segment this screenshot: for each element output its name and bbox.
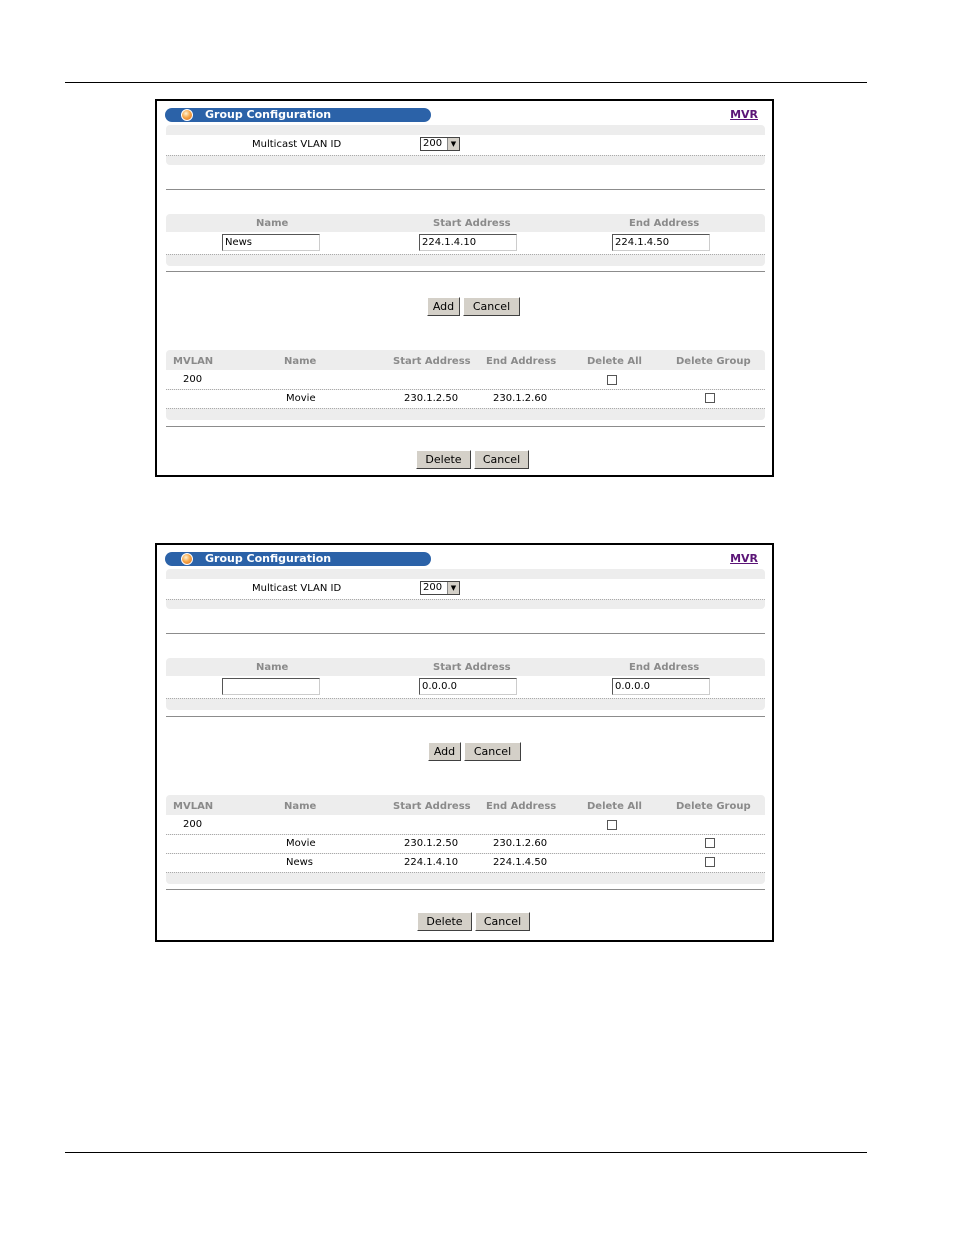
- col-header-delete-group: Delete Group: [676, 801, 751, 812]
- top-rule: [65, 82, 867, 83]
- add-group-form: [166, 658, 765, 710]
- cancel-button[interactable]: Cancel: [474, 450, 529, 469]
- mvlan-value: 200: [183, 819, 203, 830]
- vlan-section: [166, 569, 765, 609]
- separator: [166, 426, 765, 427]
- end-address-input[interactable]: 224.1.4.50: [612, 234, 710, 251]
- table-row: [166, 390, 765, 408]
- start-address-input[interactable]: 224.1.4.10: [419, 234, 517, 251]
- delete-group-checkbox[interactable]: [705, 857, 715, 867]
- table-row: [166, 854, 765, 872]
- col-header-name: Name: [284, 801, 317, 812]
- table-row: [166, 835, 765, 853]
- col-header-delete-all: Delete All: [587, 801, 642, 812]
- col-header-mvlan: MVLAN: [173, 801, 214, 812]
- delete-group-checkbox[interactable]: [705, 838, 715, 848]
- cancel-button[interactable]: Cancel: [463, 297, 520, 316]
- delete-group-checkbox[interactable]: [705, 393, 715, 403]
- col-header-delete-all: Delete All: [587, 356, 642, 367]
- form-header-start: Start Address: [433, 662, 511, 673]
- col-header-end: End Address: [486, 801, 557, 812]
- group-config-panel-2: [155, 543, 774, 942]
- panel-title: Group Configuration: [205, 552, 332, 565]
- cancel-button[interactable]: Cancel: [475, 912, 530, 931]
- delete-button[interactable]: Delete: [417, 912, 472, 931]
- row-start: 230.1.2.50: [404, 393, 459, 404]
- add-button[interactable]: Add: [428, 742, 461, 761]
- vlan-select[interactable]: 200 ▼: [420, 137, 460, 151]
- chevron-down-icon: ▼: [447, 138, 459, 150]
- mvlan-value: 200: [183, 374, 203, 385]
- form-header-name: Name: [256, 662, 289, 673]
- col-header-end: End Address: [486, 356, 557, 367]
- row-end: 230.1.2.60: [493, 393, 548, 404]
- name-input[interactable]: News: [222, 234, 320, 251]
- delete-all-checkbox[interactable]: [607, 375, 617, 385]
- mvr-link[interactable]: MVR: [730, 108, 758, 121]
- form-header-end: End Address: [629, 662, 700, 673]
- col-header-delete-group: Delete Group: [676, 356, 751, 367]
- delete-all-checkbox[interactable]: [607, 820, 617, 830]
- separator: [166, 716, 765, 717]
- row-name: News: [286, 857, 314, 868]
- separator: [166, 189, 765, 190]
- form-header-start: Start Address: [433, 218, 511, 229]
- chevron-down-icon: ▼: [447, 582, 459, 594]
- orb-icon: [181, 553, 193, 565]
- row-start: 230.1.2.50: [404, 838, 459, 849]
- group-table: [166, 795, 765, 884]
- group-table: [166, 350, 765, 420]
- delete-button[interactable]: Delete: [416, 450, 471, 469]
- separator: [166, 271, 765, 272]
- col-header-start: Start Address: [393, 801, 471, 812]
- orb-icon: [181, 109, 193, 121]
- cancel-button[interactable]: Cancel: [464, 742, 521, 761]
- vlan-label: Multicast VLAN ID: [252, 583, 342, 594]
- end-address-input[interactable]: 0.0.0.0: [612, 678, 710, 695]
- row-end: 230.1.2.60: [493, 838, 548, 849]
- col-header-start: Start Address: [393, 356, 471, 367]
- row-start: 224.1.4.10: [404, 857, 459, 868]
- col-header-name: Name: [284, 356, 317, 367]
- form-header-end: End Address: [629, 218, 700, 229]
- name-input[interactable]: [222, 678, 320, 695]
- table-row: [166, 815, 765, 834]
- vlan-label: Multicast VLAN ID: [252, 139, 342, 150]
- mvr-link[interactable]: MVR: [730, 552, 758, 565]
- separator: [166, 633, 765, 634]
- row-end: 224.1.4.50: [493, 857, 548, 868]
- panel-title: Group Configuration: [205, 108, 332, 121]
- vlan-select[interactable]: 200 ▼: [420, 581, 460, 595]
- start-address-input[interactable]: 0.0.0.0: [419, 678, 517, 695]
- add-button[interactable]: Add: [427, 297, 460, 316]
- vlan-section: [166, 125, 765, 165]
- row-name: Movie: [286, 393, 316, 404]
- form-header-name: Name: [256, 218, 289, 229]
- col-header-mvlan: MVLAN: [173, 356, 214, 367]
- add-group-form: [166, 214, 765, 266]
- row-name: Movie: [286, 838, 316, 849]
- title-bar: [165, 108, 431, 122]
- separator: [166, 889, 765, 890]
- title-bar: [165, 552, 431, 566]
- group-config-panel-1: [155, 99, 774, 477]
- table-row: [166, 370, 765, 389]
- bottom-rule: [65, 1152, 867, 1153]
